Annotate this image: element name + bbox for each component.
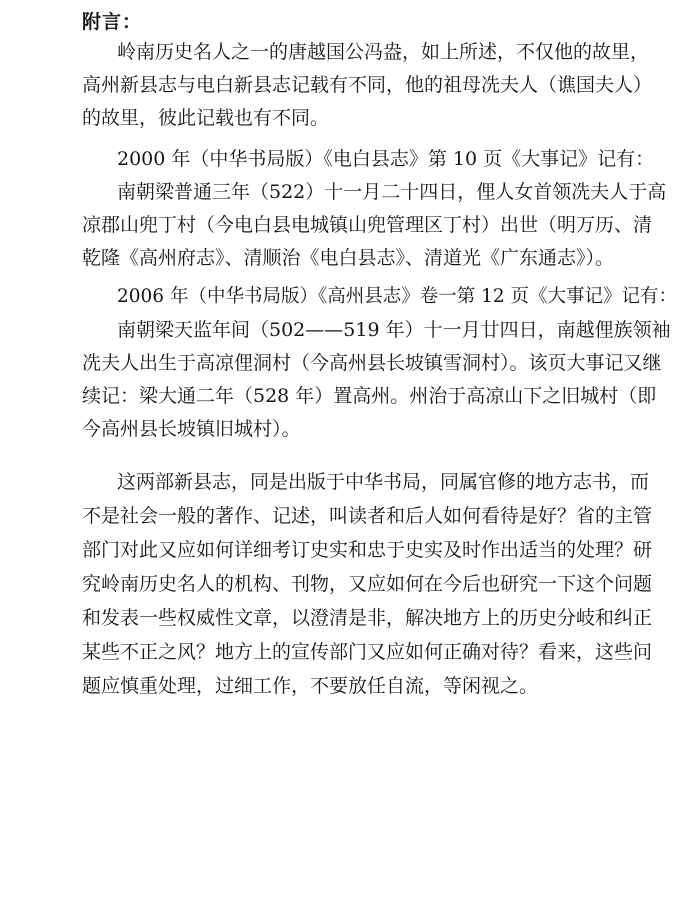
text-line: 部门对此又应如何详细考订史实和忠于史实及时作出适当的处理？研 (82, 539, 653, 561)
text-line: 南朝梁普通三年（522）十一月二十四日，俚人女首领冼夫人于高 (117, 181, 667, 203)
text-line: 这两部新县志，同是出版于中华书局，同属官修的地方志书，而 (117, 471, 650, 493)
text-line: 今高州县长坡镇旧城村）。 (82, 418, 301, 440)
text-line: 题应慎重处理，过细工作，不要放任自流，等闲视之。 (82, 675, 539, 697)
text-line: 凉郡山兜丁村（今电白县电城镇山兜管理区丁村）出世（明万历、清 (82, 214, 653, 236)
text-line: 南朝梁天监年间（502——519 年）十一月廿四日，南越俚族领袖 (117, 319, 671, 341)
text-line: 高州新县志与电白新县志记载有不同，他的祖母冼夫人（谯国夫人） (82, 74, 653, 96)
text-line: 乾隆《高州府志》、清顺治《电白县志》、清道光《广东通志》）。 (82, 247, 615, 269)
text-line: 某些不正之风？地方上的宣传部门又应如何正确对待？看来，这些问 (82, 641, 653, 663)
text-line: 不是社会一般的著作、记述，叫读者和后人如何看待是好？省的主管 (82, 505, 653, 527)
text-line: 和发表一些权威性文章，以澄清是非，解决地方上的历史分岐和纠正 (82, 607, 653, 629)
text-line: 2006 年（中华书局版）《高州县志》卷一第 12 页《大事记》记有： (117, 286, 678, 307)
text-line: 冼夫人出生于高凉俚洞村（今高州县长坡镇雪洞村）。该页大事记又继 (82, 352, 662, 374)
text-line: 续记：梁大通二年（528 年）置高州。州治于高凉山下之旧城村（即 (82, 385, 657, 407)
text-line: 岭南历史名人之一的唐越国公冯盎，如上所述，不仅他的故里， (117, 41, 650, 63)
text-line: 2000 年（中华书局版）《电白县志》第 10 页《大事记》记有： (117, 148, 655, 170)
text-line: 的故里，彼此记载也有不同。 (82, 107, 330, 129)
postscript-heading: 附言： (82, 11, 143, 33)
text-line: 究岭南历史名人的机构、刊物，又应如何在今后也研究一下这个问题 (82, 573, 653, 595)
